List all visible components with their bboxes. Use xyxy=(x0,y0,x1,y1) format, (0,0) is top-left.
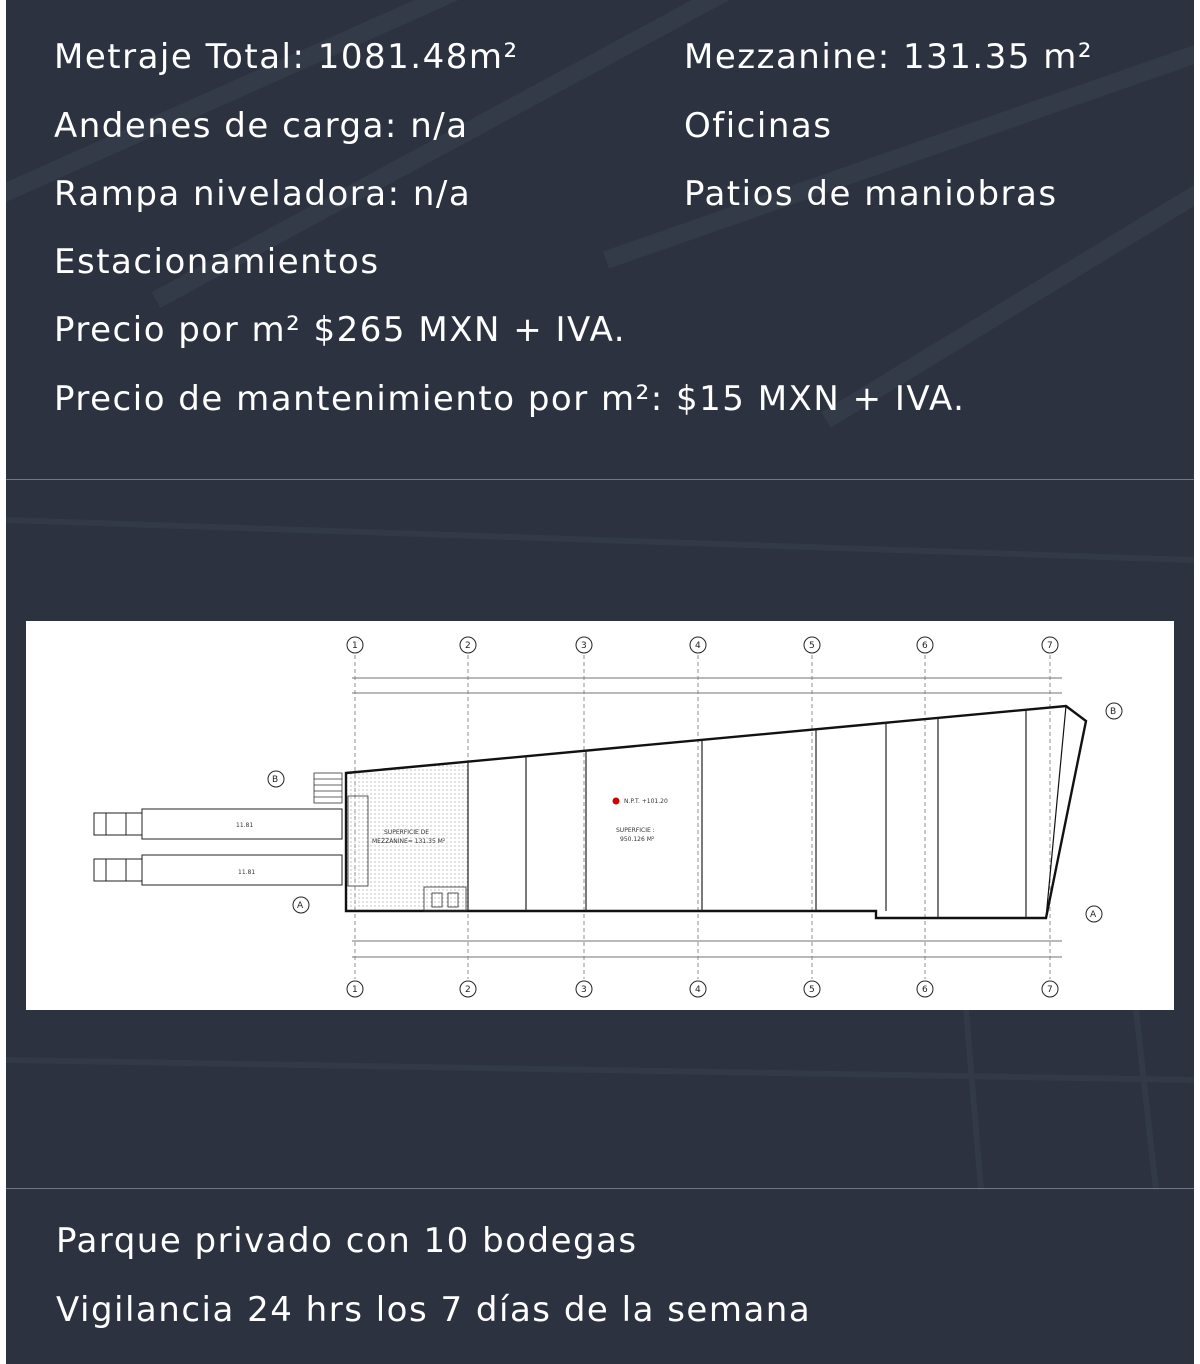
axis-top-2: 2 xyxy=(465,641,471,651)
truck-dim-2: 11.81 xyxy=(238,869,256,876)
axis-bottom-4: 4 xyxy=(695,985,701,995)
estacionamientos-text: Estacionamientos xyxy=(54,242,380,282)
axis-bottom-5: 5 xyxy=(809,985,815,995)
superficie-label-1: SUPERFICIE : xyxy=(616,827,655,834)
oficinas-text: Oficinas xyxy=(684,106,833,146)
axis-top-5: 5 xyxy=(809,641,815,651)
precio-m2-text: Precio por m² $265 MXN + IVA. xyxy=(54,310,627,350)
axis-bottom-7: 7 xyxy=(1047,985,1053,995)
vigilancia-text: Vigilancia 24 hrs los 7 días de la semana xyxy=(56,1290,812,1330)
mezzanine-text: Mezzanine: 131.35 m² xyxy=(684,37,1094,77)
axis-top-1: 1 xyxy=(352,641,358,651)
axis-top-3: 3 xyxy=(581,641,587,651)
axis-right-a: A xyxy=(1090,910,1097,920)
parque-text: Parque privado con 10 bodegas xyxy=(56,1221,638,1261)
floor-plan xyxy=(26,621,1174,1010)
axis-bottom-1: 1 xyxy=(352,985,358,995)
npt-label: N.P.T. +101.20 xyxy=(624,798,668,805)
axis-right-b: B xyxy=(1110,707,1117,717)
axis-top-6: 6 xyxy=(922,641,928,651)
superficie-label-2: 950.126 M² xyxy=(620,836,655,843)
axis-bottom-6: 6 xyxy=(922,985,928,995)
andenes-text: Andenes de carga: n/a xyxy=(54,106,469,146)
patios-text: Patios de maniobras xyxy=(684,174,1058,214)
axis-top-4: 4 xyxy=(695,641,701,651)
axis-bottom-2: 2 xyxy=(465,985,471,995)
precio-mantenimiento-text: Precio de mantenimiento por m²: $15 MXN + IVA. xyxy=(54,379,966,419)
rampa-text: Rampa niveladora: n/a xyxy=(54,174,472,214)
floor-plan-drawing xyxy=(26,621,1174,1010)
listing-page xyxy=(6,0,1194,1364)
divider-top xyxy=(6,479,1194,480)
divider-bottom xyxy=(6,1188,1194,1189)
mezzanine-label-2: MEZZANINE= 131.35 M² xyxy=(372,838,446,845)
metraje-total-text: Metraje Total: 1081.48m² xyxy=(54,37,519,77)
truck-dim-1: 11.81 xyxy=(236,822,254,829)
mezzanine-label-1: SUPERFICIE DE xyxy=(384,829,430,836)
axis-bottom-3: 3 xyxy=(581,985,587,995)
axis-top-7: 7 xyxy=(1047,641,1053,651)
axis-left-b: B xyxy=(272,775,279,785)
axis-left-a: A xyxy=(297,901,304,911)
